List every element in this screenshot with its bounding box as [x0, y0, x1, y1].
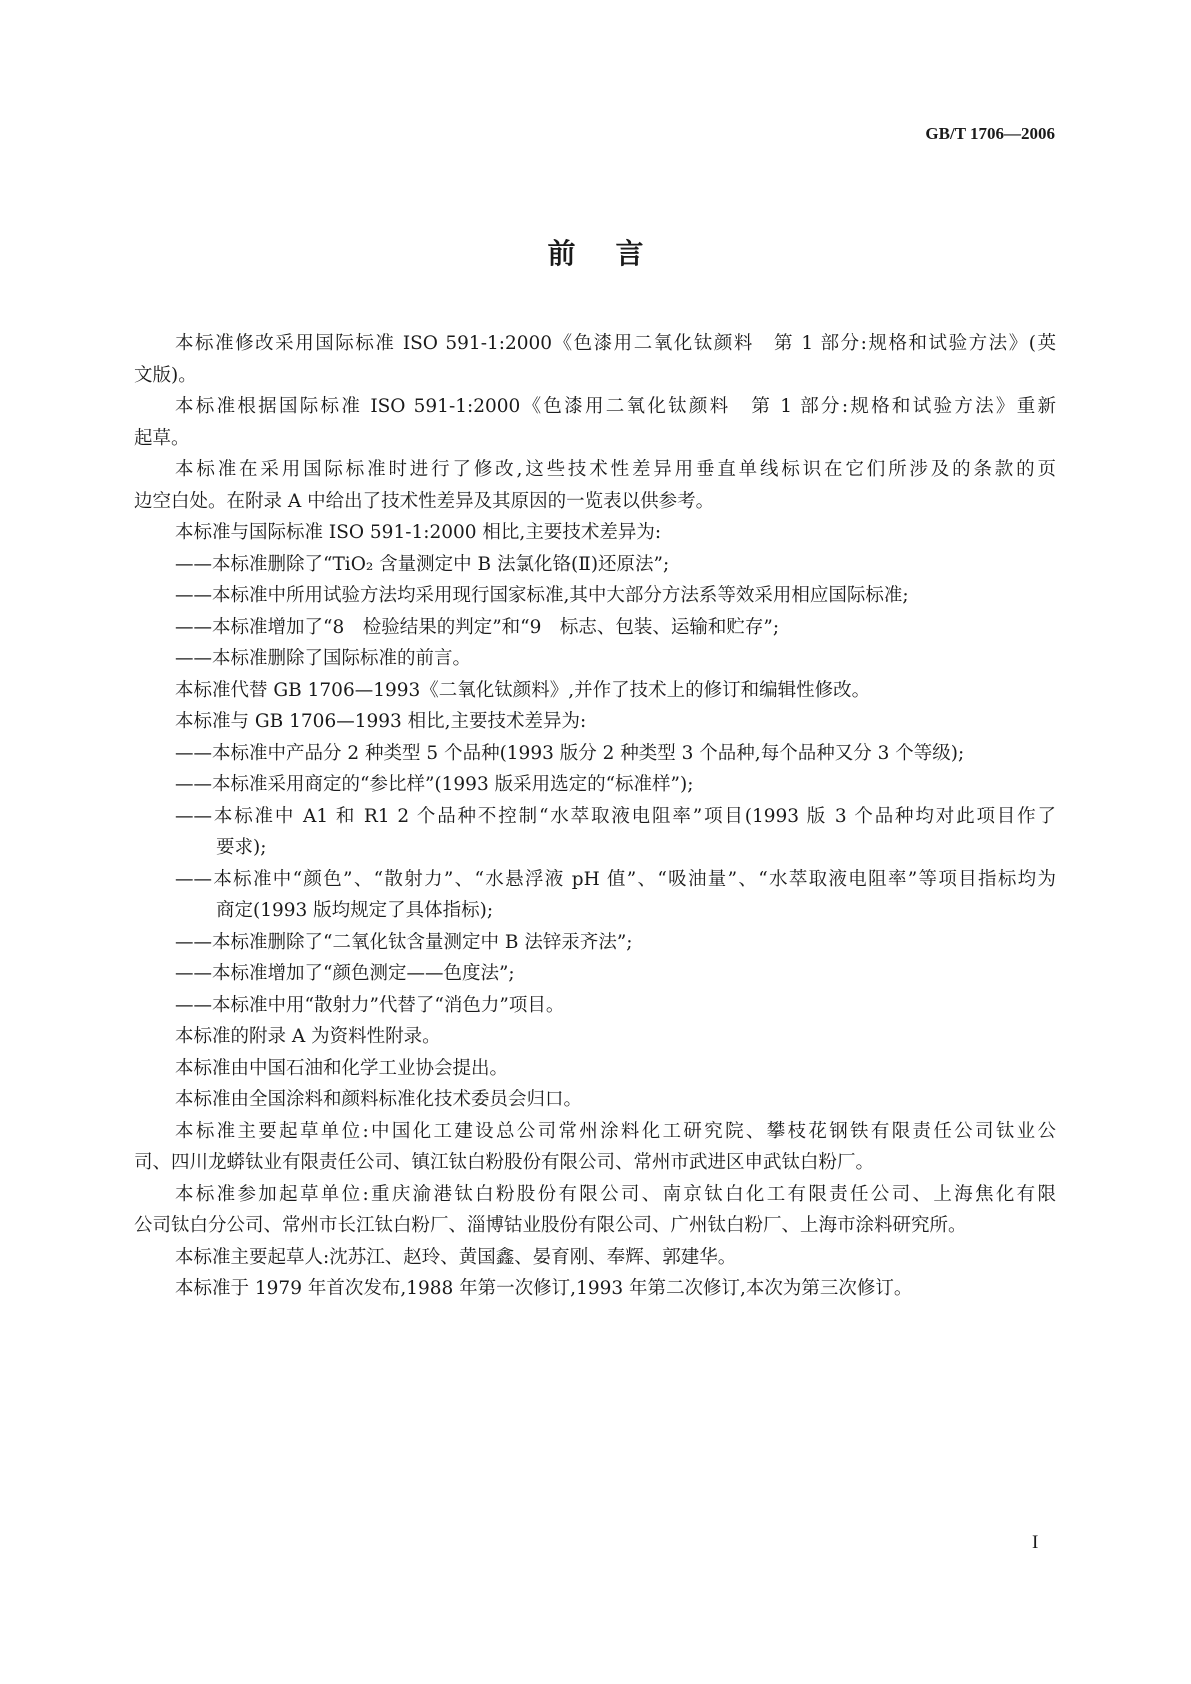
list-item: [134, 927, 1056, 959]
list-item: [134, 990, 1056, 1022]
text-line: 本标准由全国涂料和颜料标准化技术委员会归口。: [175, 1089, 583, 1110]
text-line: 本标准的附录 A 为资料性附录。: [175, 1026, 441, 1047]
page-title: 前言: [547, 237, 684, 270]
text-line: 商定(1993 版均规定了具体指标);: [216, 900, 494, 921]
text-line: 本标准由中国石油和化学工业协会提出。: [175, 1057, 509, 1079]
text-line: ——本标准删除了“二氧化钛含量测定中 B 法锌汞齐法”;: [175, 931, 633, 953]
paragraph: [134, 1116, 1056, 1179]
text-line: ——本标准删除了国际标准的前言。: [175, 648, 472, 669]
text-line: 本标准代替 GB 1706—1993《二氧化钛颜料》,并作了技术上的修订和编辑性修改。: [175, 679, 871, 701]
text-line: 本标准修改采用国际标准 ISO 591-1:2000《色漆用二氧化钛颜料 第 1 部分:规格和试验方法》(英: [175, 333, 1056, 354]
standard-code: GB/T 1706—2006: [925, 124, 1055, 143]
text-line: ——本标准增加了“颜色测定——色度法”;: [175, 963, 515, 984]
text-line: 文版)。: [134, 364, 197, 386]
paragraph: [134, 391, 1056, 454]
text-line: 本标准在采用国际标准时进行了修改,这些技术性差异用垂直单线标识在它们所涉及的条款的页: [175, 459, 1056, 480]
text-line: 本标准主要起草人:沈苏江、赵玲、黄国鑫、晏育刚、奉辉、郭建华。: [175, 1246, 737, 1268]
text-line: 本标准与国际标准 ISO 591-1:2000 相比,主要技术差异为:: [175, 522, 662, 543]
text-line: 本标准于 1979 年首次发布,1988 年第一次修订,1993 年第二次修订,本次为第三次修订。: [175, 1278, 913, 1299]
text-line: 公司钛白分公司、常州市长江钛白粉厂、淄博钴业股份有限公司、广州钛白粉厂、上海市涂料研究所。: [134, 1215, 967, 1236]
text-line: 本标准参加起草单位:重庆渝港钛白粉股份有限公司、南京钛白化工有限责任公司、上海焦化有限: [175, 1183, 1056, 1205]
paragraph: [134, 517, 1056, 549]
text-line: 起草。: [134, 427, 190, 449]
paragraph: [134, 1273, 1056, 1305]
text-line: ——本标准增加了“8 检验结果的判定”和“9 标志、包装、运输和贮存”;: [175, 616, 780, 638]
list-item: [134, 801, 1056, 864]
text-line: 本标准主要起草单位:中国化工建设总公司常州涂料化工研究院、攀枝花钢铁有限责任公司钛业公: [175, 1120, 1056, 1142]
paragraph: [134, 1242, 1056, 1274]
foreword-body: [134, 328, 1056, 1305]
list-item: [134, 612, 1056, 644]
paragraph: [134, 1053, 1056, 1085]
paragraph: [134, 1021, 1056, 1053]
text-line: ——本标准中产品分 2 种类型 5 个品种(1993 版分 2 种类型 3 个品种,每个品种又分 3 个等级);: [175, 742, 965, 764]
list-item: [134, 643, 1056, 675]
list-item: [134, 549, 1056, 581]
page-number: I: [1032, 1532, 1039, 1553]
paragraph: [134, 1084, 1056, 1116]
text-line: ——本标准中 A1 和 R1 2 个品种不控制“水萃取液电阻率”项目(1993 版 3 个品种均对此项目作了: [175, 805, 1056, 827]
text-line: 边空白处。在附录 A 中给出了技术性差异及其原因的一览表以供参考。: [134, 490, 715, 512]
text-line: ——本标准中“颜色”、“散射力”、“水悬浮液 pH 值”、“吸油量”、“水萃取液电阻率”等项目指标均为: [175, 868, 1056, 890]
list-item: [134, 864, 1056, 927]
paragraph: [134, 454, 1056, 517]
paragraph: [134, 675, 1056, 707]
text-line: ——本标准采用商定的“参比样”(1993 版采用选定的“标准样”);: [175, 774, 694, 795]
text-line: 司、四川龙蟒钛业有限责任公司、镇江钛白粉股份有限公司、常州市武进区申武钛白粉厂。: [134, 1152, 875, 1173]
paragraph: [134, 328, 1056, 391]
paragraph: [134, 706, 1056, 738]
paragraph: [134, 1179, 1056, 1242]
text-line: ——本标准删除了“TiO₂ 含量测定中 B 法氯化铬(Ⅱ)还原法”;: [175, 553, 670, 575]
text-line: ——本标准中用“散射力”代替了“消色力”项目。: [175, 994, 565, 1016]
list-item: [134, 769, 1056, 801]
list-item: [134, 738, 1056, 770]
text-line: 本标准与 GB 1706—1993 相比,主要技术差异为:: [175, 711, 587, 732]
list-item: [134, 580, 1056, 612]
text-line: 本标准根据国际标准 ISO 591-1:2000《色漆用二氧化钛颜料 第 1 部分:规格和试验方法》重新: [175, 396, 1056, 417]
list-item: [134, 958, 1056, 990]
text-line: ——本标准中所用试验方法均采用现行国家标准,其中大部分方法系等效采用相应国际标准;: [175, 585, 909, 606]
text-line: 要求);: [216, 837, 267, 858]
